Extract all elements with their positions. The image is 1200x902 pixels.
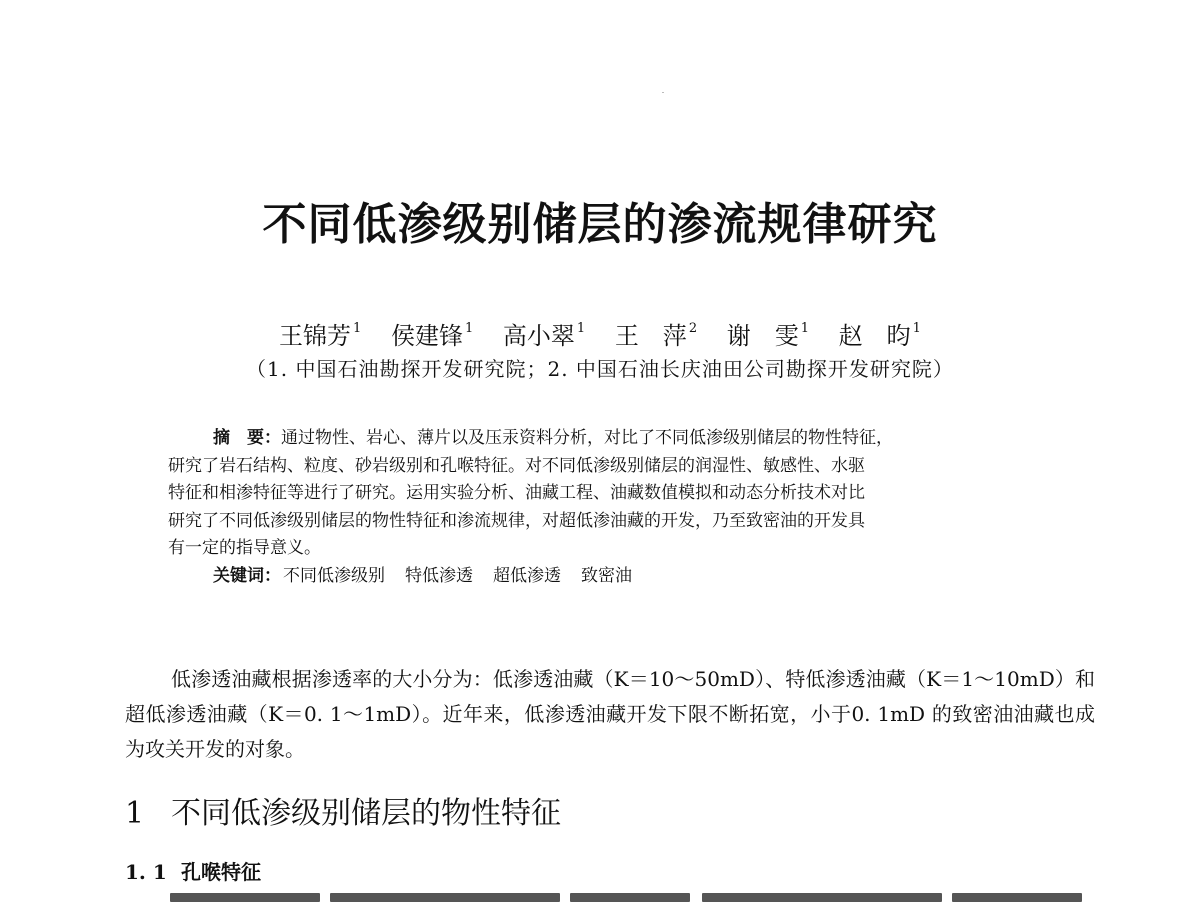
affiliations: （1. 中国石油勘探开发研究院；2. 中国石油长庆油田公司勘探开发研究院） xyxy=(246,357,954,381)
author-name: 谢 雯 xyxy=(726,322,799,350)
cut-off-glyphs xyxy=(330,893,560,902)
keywords-label: 关键词： xyxy=(213,565,281,586)
author-affiliation-mark: 1 xyxy=(576,321,586,336)
author-affiliation-mark: 1 xyxy=(800,321,810,336)
author-list xyxy=(0,312,1200,353)
author-name: 高小翠 xyxy=(502,322,575,350)
author-5 xyxy=(727,312,809,353)
cut-off-glyphs xyxy=(702,893,942,902)
paper-title: 不同低渗级别储层的渗流规律研究 xyxy=(262,199,938,250)
keyword: 特低渗透 xyxy=(405,565,473,586)
author-3 xyxy=(503,312,585,353)
cut-off-text-line xyxy=(170,885,1090,902)
abstract-line xyxy=(168,425,1058,453)
author-2 xyxy=(391,312,473,353)
author-affiliation-mark: 1 xyxy=(464,321,474,336)
abstract-line: 有一定的指导意义。 xyxy=(168,538,321,558)
abstract-label: 摘 要： xyxy=(213,428,281,448)
author-name: 王 萍 xyxy=(614,322,687,350)
author-affiliation-mark: 1 xyxy=(912,321,921,336)
cut-off-glyphs xyxy=(570,893,690,902)
intro-paragraph: 低渗透油藏根据渗透率的大小分为：低渗透油藏（K＝10～50mD）、特低渗透油藏（K＝1～10mD）和超低渗透油藏（K＝0. 1～1mD）。近年来，低渗透油藏开发下限不断拓宽，小于0. 1mD 的致密油油藏也成为攻关开发的对象。 xyxy=(125,667,1095,761)
abstract xyxy=(168,425,1058,590)
intro-body xyxy=(125,662,1095,767)
subsection-heading xyxy=(125,857,261,887)
scan-speck xyxy=(662,92,664,93)
keyword: 致密油 xyxy=(581,565,632,586)
author-affiliation-mark: 2 xyxy=(688,321,698,336)
keyword: 超低渗透 xyxy=(493,565,561,586)
abstract-line: 研究了不同低渗级别储层的物性特征和渗流规律，对超低渗油藏的开发，乃至致密油的开发具 xyxy=(168,510,865,531)
section-number: 1 xyxy=(125,796,145,831)
author-6 xyxy=(839,312,921,353)
cut-off-glyphs xyxy=(170,893,320,902)
cut-off-glyphs xyxy=(952,893,1082,902)
section-heading xyxy=(125,792,561,836)
author-name: 侯建锋 xyxy=(390,322,463,350)
abstract-text: 通过物性、岩心、薄片以及压汞资料分析，对比了不同低渗级别储层的物性特征， xyxy=(281,428,893,448)
author-affiliation-mark: 1 xyxy=(353,321,362,336)
author-1 xyxy=(279,312,361,353)
section-title: 不同低渗级别储层的物性特征 xyxy=(171,796,561,831)
keywords xyxy=(168,563,1058,591)
author-name: 赵 昀 xyxy=(838,322,911,350)
subsection-title: 孔喉特征 xyxy=(181,860,261,884)
keyword: 不同低渗级别 xyxy=(283,565,385,586)
abstract-line: 特征和相渗特征等进行了研究。运用实验分析、油藏工程、油藏数值模拟和动态分析技术对比 xyxy=(168,483,865,503)
author-4 xyxy=(615,312,697,353)
author-name: 王锦芳 xyxy=(279,322,352,350)
abstract-line: 研究了岩石结构、粒度、砂岩级别和孔喉特征。对不同低渗级别储层的润湿性、敏感性、水驱 xyxy=(168,455,865,476)
subsection-number: 1. 1 xyxy=(125,860,167,884)
